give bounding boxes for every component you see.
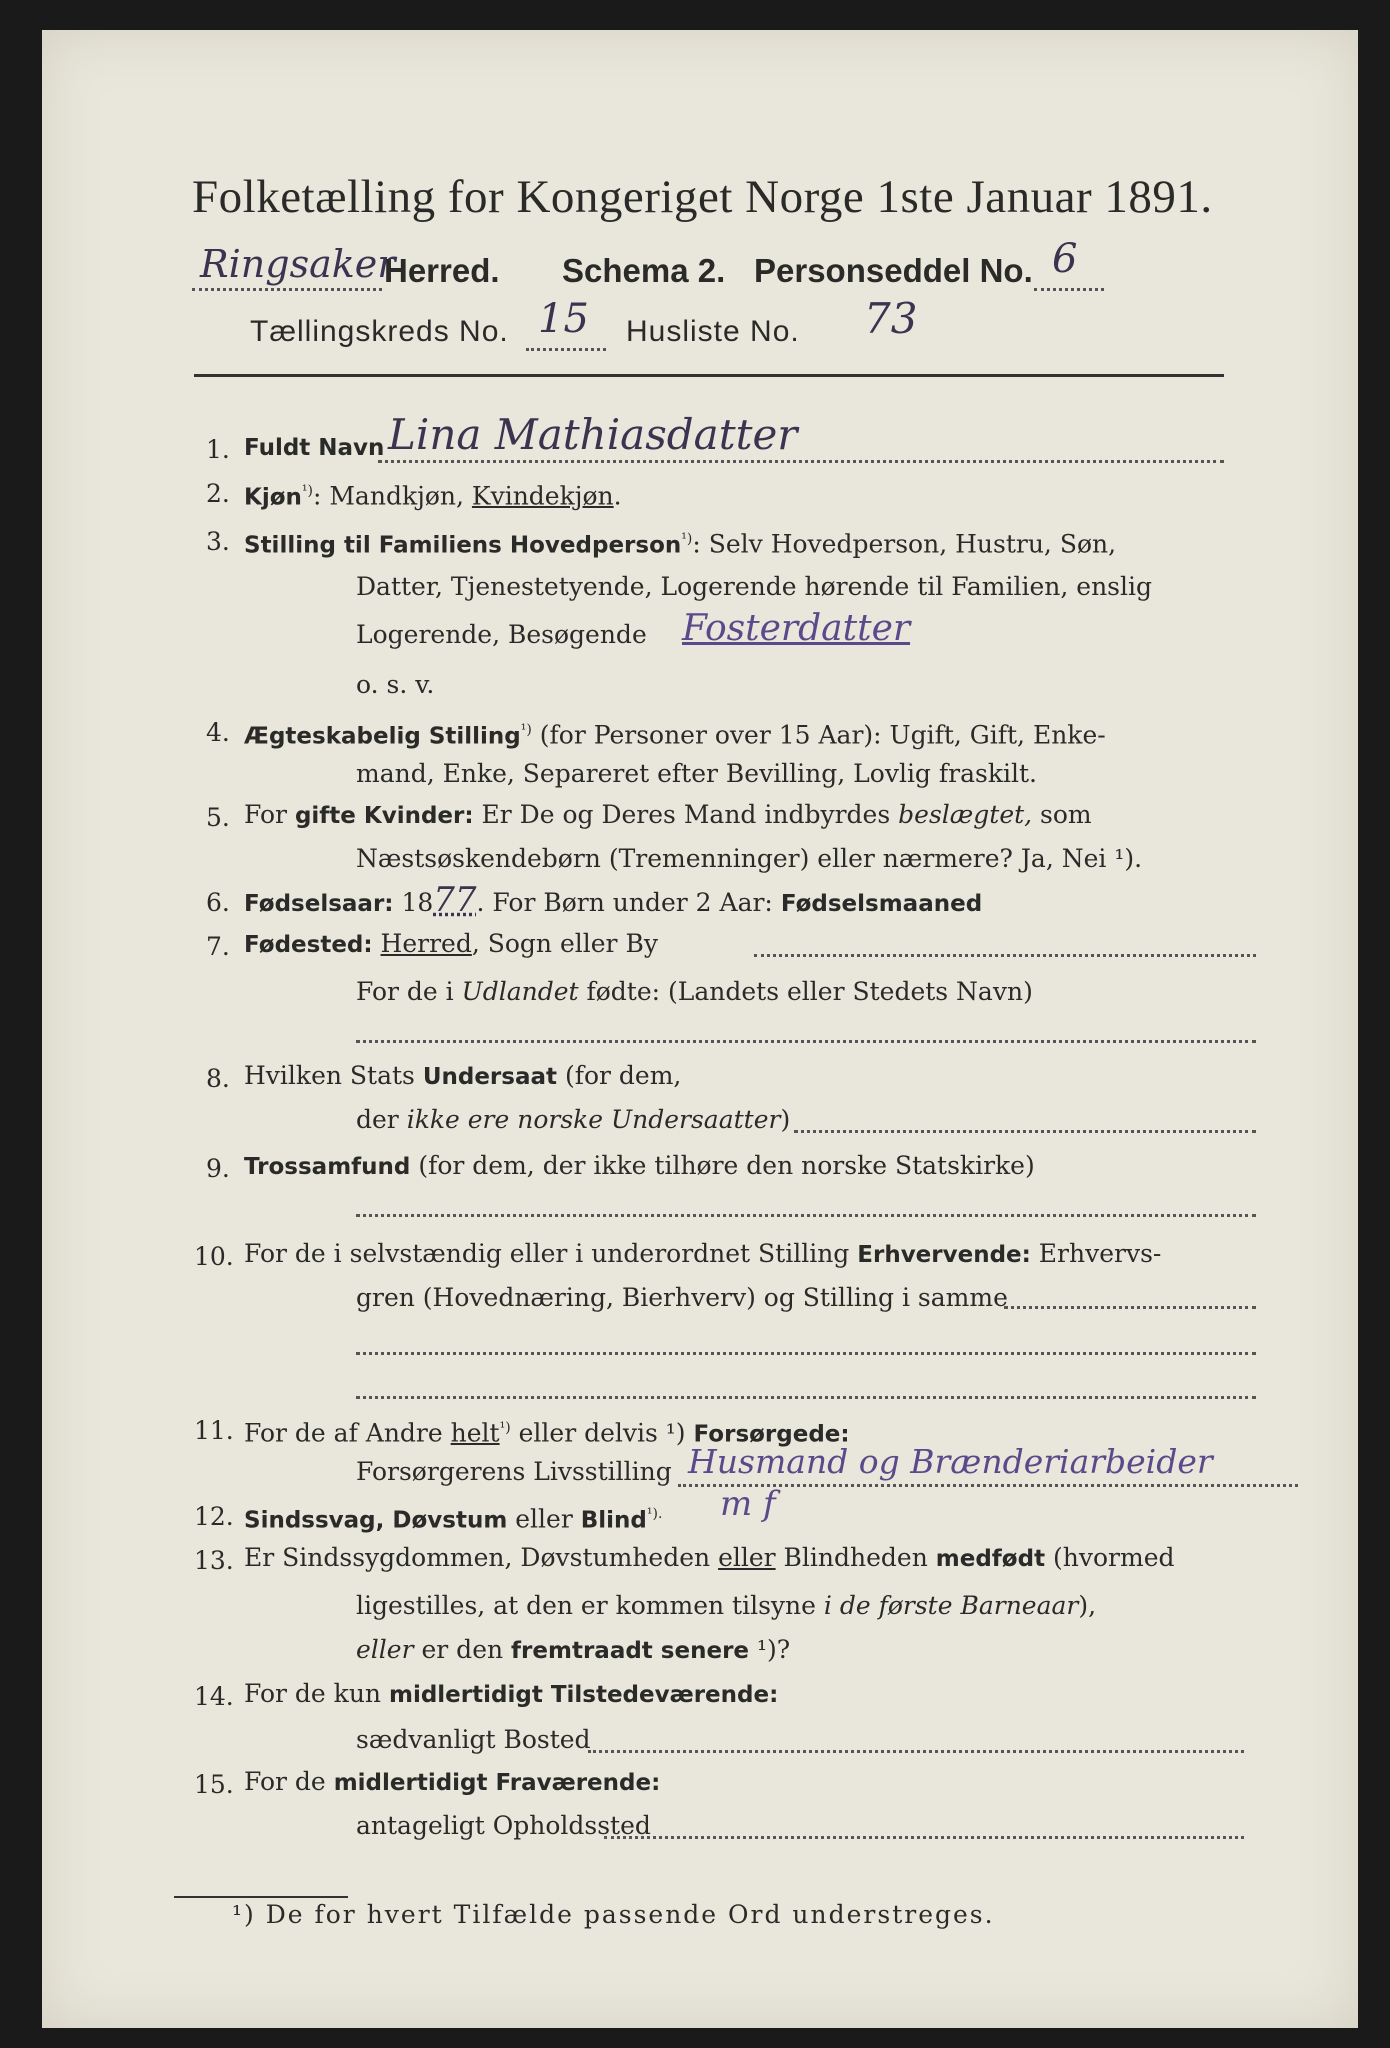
medfodt-text: Blindheden bbox=[775, 1543, 936, 1572]
medfodt-text-3: er den bbox=[413, 1635, 512, 1664]
gifte-text-2: Næstsøskendebørn (Tremenninger) eller nærmere? Ja, Nei ¹). bbox=[356, 844, 1143, 873]
footnote-ref: ¹) bbox=[681, 531, 693, 547]
erhverv-pre: For de i selvstændig eller i underordnet Stilling bbox=[244, 1239, 858, 1268]
item-1-row bbox=[244, 427, 384, 468]
item-7-row bbox=[244, 924, 658, 965]
census-form bbox=[42, 30, 1358, 2028]
gifte-label: gifte Kvinder: bbox=[294, 803, 474, 829]
item-13-row-2 bbox=[356, 1586, 1096, 1626]
sindssvag-text: eller bbox=[507, 1504, 581, 1534]
forsorget-pre: For de af Andre bbox=[244, 1418, 451, 1448]
fuldt-navn-line bbox=[378, 460, 1224, 463]
fodselsaar-label: Fødselsaar: bbox=[244, 891, 394, 917]
erhverv-line-1 bbox=[1004, 1306, 1256, 1309]
footnote-rule bbox=[174, 1896, 348, 1898]
item-3-row bbox=[244, 519, 1116, 565]
item-12-row bbox=[244, 1494, 662, 1540]
udland-pre: For de i bbox=[356, 977, 462, 1006]
item-number: 14. bbox=[194, 1682, 234, 1711]
kjon-label: Kjøn bbox=[244, 484, 302, 511]
sindssvag-label: Sindssvag, Døvstum bbox=[244, 1507, 508, 1534]
fodselsmaaned-label: Fødselsmaaned bbox=[780, 891, 983, 917]
item-number: 2. bbox=[206, 479, 230, 508]
opholdssted-label: antageligt Opholdssted bbox=[356, 1811, 651, 1840]
item-14-row bbox=[244, 1674, 778, 1715]
medfodt-italic: i de første Barneaar bbox=[823, 1591, 1079, 1620]
item-number: 12. bbox=[194, 1502, 234, 1531]
item-5-row bbox=[244, 795, 1092, 836]
item-13-row-3 bbox=[356, 1630, 790, 1671]
herred-dotline bbox=[192, 288, 382, 291]
gifte-italic: beslægtet, bbox=[898, 800, 1033, 829]
undersaat-line bbox=[794, 1130, 1256, 1133]
stilling-label: Stilling til Familiens Hovedperson bbox=[244, 532, 682, 559]
forsorget-selected: helt bbox=[450, 1418, 500, 1448]
stilling-value: Fosterdatter bbox=[682, 608, 911, 649]
kreds-value: 15 bbox=[538, 296, 589, 342]
medfodt-eller: eller bbox=[356, 1635, 414, 1664]
aegteskab-text: (for Personer over 15 Aar): Ugift, Gift, Enke- bbox=[531, 720, 1106, 750]
fravaer-pre: For de bbox=[244, 1767, 334, 1796]
kjon-end: . bbox=[613, 481, 622, 511]
trossamfund-line bbox=[356, 1214, 1256, 1217]
item-9-row bbox=[244, 1146, 1035, 1187]
schema-label: Schema 2. bbox=[562, 252, 726, 289]
undersaat-pre: Hvilken Stats bbox=[244, 1061, 423, 1090]
tilstede-label: midlertidigt Tilstedeværende: bbox=[388, 1682, 779, 1708]
herred-label: Herred. bbox=[384, 252, 500, 289]
fravaer-label: midlertidigt Fraværende: bbox=[333, 1770, 661, 1796]
personseddel-dotline bbox=[1034, 288, 1104, 291]
fodested-space bbox=[373, 929, 381, 958]
erhverv-line-3 bbox=[356, 1396, 1256, 1399]
fremtraadt-label: fremtraadt senere bbox=[511, 1638, 750, 1664]
item-number: 13. bbox=[194, 1546, 234, 1575]
udland-text: fødte: (Landets eller Stedets Navn) bbox=[578, 977, 1033, 1006]
undersaat-label: Undersaat bbox=[422, 1064, 557, 1090]
medfodt-end-2: ), bbox=[1078, 1591, 1097, 1620]
fodested-text: , Sogn eller By bbox=[471, 929, 658, 958]
personseddel-label: Personseddel No. bbox=[754, 252, 1033, 289]
medfodt-pre: Er Sindssygdommen, Døvstumheden bbox=[244, 1543, 719, 1572]
item-13-row bbox=[244, 1538, 1175, 1579]
personseddel-value: 6 bbox=[1052, 236, 1078, 282]
gifte-text: Er De og Deres Mand indbyrdes bbox=[473, 800, 899, 829]
forsorger-livsstilling: Forsørgerens Livsstilling bbox=[356, 1457, 672, 1486]
item-8-row-2 bbox=[356, 1100, 790, 1140]
fodselsaar-value: 77 bbox=[433, 880, 477, 920]
sindssvag-value: m f bbox=[720, 1484, 776, 1524]
kreds-label: Tællingskreds No. bbox=[250, 315, 509, 348]
footnote-ref: ¹). bbox=[646, 1506, 663, 1522]
gifte-text-b: som bbox=[1032, 800, 1092, 829]
item-number: 1. bbox=[206, 435, 230, 464]
kreds-dotline bbox=[526, 348, 606, 351]
tilstede-pre: For de kun bbox=[244, 1679, 389, 1708]
aegteskab-label: Ægteskabelig Stilling bbox=[244, 723, 521, 750]
item-number: 6. bbox=[206, 888, 230, 917]
header-rule bbox=[194, 374, 1224, 377]
herred-value: Ringsaker bbox=[200, 242, 396, 286]
kjon-options: : Mandkjøn, bbox=[312, 481, 472, 511]
fuldt-navn-label: Fuldt Navn bbox=[244, 435, 385, 461]
forsorget-label: Forsørgede: bbox=[693, 1421, 850, 1448]
item-number: 4. bbox=[206, 718, 230, 747]
footnote: ¹) De for hvert Tilfælde passende Ord understreges. bbox=[232, 1900, 995, 1929]
aegteskab-text-2: mand, Enke, Separeret efter Bevilling, Lovlig fraskilt. bbox=[356, 759, 1037, 788]
stilling-text: : Selv Hovedperson, Hustru, Søn, bbox=[692, 529, 1117, 559]
item-10-row bbox=[244, 1234, 1161, 1275]
stilling-text-4: o. s. v. bbox=[356, 670, 435, 699]
undersaat-end: ) bbox=[780, 1105, 791, 1134]
footnote-ref: ¹) bbox=[499, 1420, 511, 1436]
erhverv-label: Erhvervende: bbox=[857, 1242, 1031, 1268]
udland-italic: Udlandet bbox=[461, 977, 579, 1006]
gifte-pre: For bbox=[244, 800, 295, 829]
fodselsaar-text: . For Børn under 2 Aar: bbox=[476, 888, 781, 917]
item-15-row bbox=[244, 1762, 660, 1803]
item-2-row bbox=[244, 471, 622, 517]
fodested-label: Fødested: bbox=[244, 932, 373, 958]
trossamfund-text: (for dem, der ikke tilhøre den norske Statskirke) bbox=[410, 1151, 1035, 1180]
kjon-selected: Kvindekjøn bbox=[471, 481, 614, 511]
trossamfund-label: Trossamfund bbox=[244, 1154, 411, 1180]
undersaat-pre-2: der bbox=[356, 1105, 407, 1134]
undersaat-italic: ikke ere norske Undersaatter bbox=[406, 1105, 781, 1134]
item-number: 11. bbox=[194, 1416, 234, 1445]
medfodt-end-3: ¹)? bbox=[749, 1635, 791, 1664]
item-number: 8. bbox=[206, 1064, 230, 1093]
erhverv-text: Erhvervs- bbox=[1030, 1239, 1162, 1268]
item-7-row-2 bbox=[356, 972, 1033, 1012]
item-8-row bbox=[244, 1056, 681, 1097]
medfodt-label: medfødt bbox=[935, 1546, 1046, 1572]
forsorger-value: Husmand og Brænderiarbeider bbox=[688, 1442, 1213, 1481]
item-number: 3. bbox=[206, 527, 230, 556]
fuldt-navn-value: Lina Mathiasdatter bbox=[388, 410, 798, 459]
item-number: 9. bbox=[206, 1154, 230, 1183]
footnote-ref: ¹) bbox=[520, 722, 532, 738]
erhverv-line-2 bbox=[356, 1352, 1256, 1355]
fodested-selected: Herred bbox=[380, 929, 472, 958]
fodested-line bbox=[754, 954, 1256, 957]
footnote-ref: ¹) bbox=[301, 483, 313, 499]
stilling-text-2: Datter, Tjenestetyende, Logerende hørende til Familien, enslig bbox=[356, 572, 1153, 601]
medfodt-text-2: ligestilles, at den er kommen tilsyne bbox=[356, 1591, 824, 1620]
stilling-text-3: Logerende, Besøgende bbox=[356, 620, 647, 649]
husliste-value: 73 bbox=[864, 294, 918, 343]
bosted-line bbox=[588, 1750, 1244, 1753]
item-number: 15. bbox=[194, 1770, 234, 1799]
item-number: 7. bbox=[206, 932, 230, 961]
item-number: 10. bbox=[194, 1242, 234, 1271]
fodselsaar-prefix: 18 bbox=[393, 888, 434, 917]
erhverv-text-2: gren (Hovednæring, Bierhverv) og Stilling i samme bbox=[356, 1283, 1008, 1312]
opholdssted-line bbox=[604, 1836, 1244, 1839]
udland-line bbox=[356, 1040, 1256, 1043]
item-4-row bbox=[244, 710, 1106, 756]
bosted-label: sædvanligt Bosted bbox=[356, 1725, 591, 1754]
item-6-row bbox=[244, 880, 982, 924]
husliste-label: Husliste No. bbox=[626, 315, 800, 348]
medfodt-text-c: (hvormed bbox=[1045, 1543, 1175, 1572]
forsorget-text: eller delvis ¹) bbox=[510, 1418, 694, 1448]
item-number: 5. bbox=[206, 803, 230, 832]
undersaat-text: (for dem, bbox=[557, 1061, 682, 1090]
medfodt-selected: eller bbox=[718, 1543, 776, 1572]
blind-label: Blind bbox=[580, 1507, 647, 1534]
page-title: Folketælling for Kongeriget Norge 1ste Januar 1891. bbox=[192, 171, 1213, 223]
